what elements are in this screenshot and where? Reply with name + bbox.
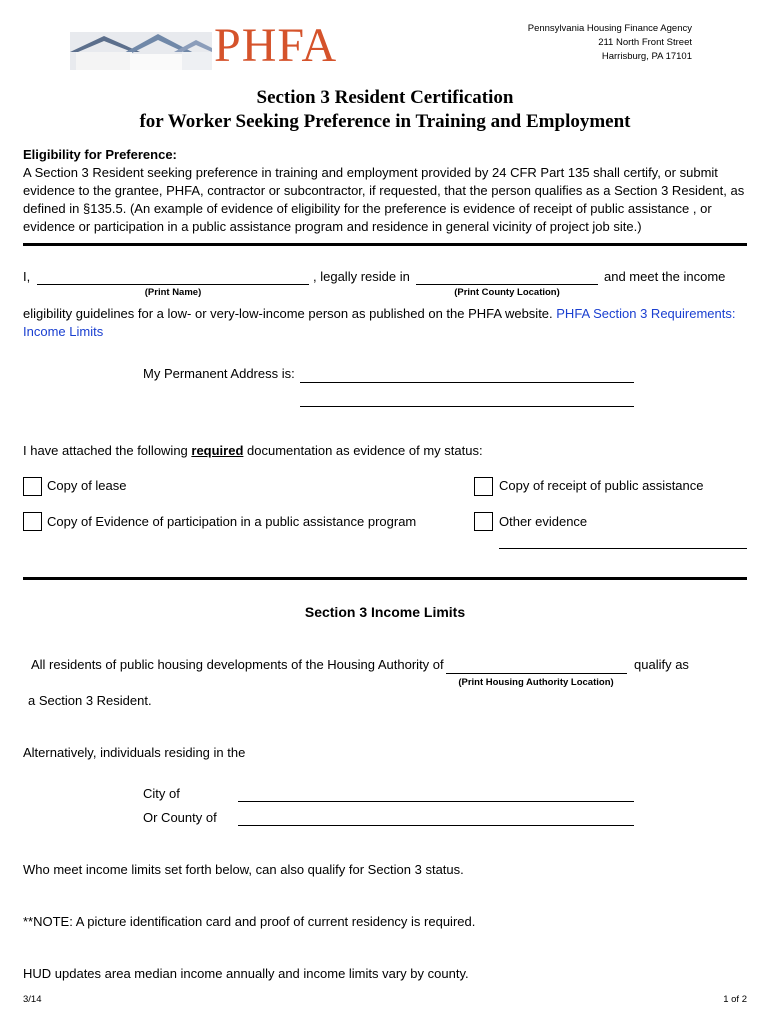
- guidelines-sentence: eligibility guidelines for a low- or very-low-income person as published on the PHFA website.: [23, 306, 557, 321]
- eligibility-body: A Section 3 Resident seeking preference in training and employment provided by 24 CFR Part 135 shall certify, or submit evidence to the grantee, PHFA, contractor or subcontractor, if requested, that the person qualifies as a Section 3 Resident, as defined in §135.5. (An example of evidence of eligibility for the preference is evidence of receipt of public assistance , or evidence or participation in a public assistance program and residence in general vicinity of project job site.): [23, 165, 745, 234]
- title-line-1: Section 3 Resident Certification: [256, 87, 514, 108]
- documentation-intro: [23, 442, 483, 460]
- county-label: Or County of: [143, 810, 217, 825]
- income-label: and meet the income: [604, 269, 726, 284]
- alternatively-text: Alternatively, individuals residing in the: [23, 745, 246, 760]
- documentation-intro-start: I have attached the following: [23, 443, 192, 458]
- meet-limits-text: Who meet income limits set forth below, can also qualify for Section 3 status.: [23, 862, 464, 877]
- documentation-intro-end: documentation as evidence of my status:: [243, 443, 483, 458]
- copy-of-lease-checkbox[interactable]: [23, 477, 42, 496]
- required-emphasis: required: [191, 443, 244, 458]
- resident-text: a Section 3 Resident.: [28, 693, 152, 708]
- logo-text: PHFA: [214, 19, 338, 72]
- other-evidence-checkbox[interactable]: [474, 512, 493, 531]
- print-name-field[interactable]: [37, 284, 309, 285]
- agency-street: 211 North Front Street: [598, 37, 692, 48]
- county-field[interactable]: [238, 825, 634, 826]
- other-evidence-label: Other evidence: [499, 514, 588, 529]
- income-limits-link[interactable]: PHFA Section 3 Requirements: Income Limits: [23, 306, 736, 339]
- city-field[interactable]: [238, 801, 634, 802]
- income-limits-heading: Section 3 Income Limits: [304, 604, 466, 620]
- phfa-logo: [70, 19, 381, 72]
- copy-of-lease-label: Copy of lease: [47, 478, 127, 493]
- eligibility-section: [23, 146, 747, 236]
- residents-text: All residents of public housing developments of the Housing Authority of: [31, 657, 444, 672]
- print-name-caption: (Print Name): [144, 287, 202, 298]
- address-label: My Permanent Address is:: [143, 366, 295, 381]
- county-location-caption: (Print County Location): [454, 287, 560, 298]
- participation-evidence-label: Copy of Evidence of participation in a public assistance program: [47, 514, 417, 529]
- public-assistance-receipt-checkbox[interactable]: [474, 477, 493, 496]
- agency-city: Harrisburg, PA 17101: [601, 51, 692, 62]
- section-divider-top: [23, 243, 747, 246]
- participation-evidence-checkbox[interactable]: [23, 512, 42, 531]
- page-title: [0, 86, 770, 134]
- housing-authority-field[interactable]: [446, 673, 627, 674]
- address-line-2-field[interactable]: [300, 406, 634, 407]
- hud-text: HUD updates area median income annually and income limits vary by county.: [23, 966, 469, 981]
- county-location-field[interactable]: [416, 284, 598, 285]
- address-line-1-field[interactable]: [300, 382, 634, 383]
- page-number: 1 of 2: [723, 994, 747, 1005]
- agency-name: Pennsylvania Housing Finance Agency: [527, 23, 692, 34]
- title-line-2: for Worker Seeking Preference in Training and Employment: [139, 111, 631, 132]
- section-divider-bottom: [23, 577, 747, 580]
- agency-address: [528, 22, 692, 64]
- qualify-as-label: qualify as: [634, 657, 689, 672]
- note-text: **NOTE: A picture identification card and proof of current residency is required.: [23, 914, 476, 929]
- public-assistance-receipt-label: Copy of receipt of public assistance: [499, 478, 704, 493]
- city-label: City of: [143, 786, 180, 801]
- other-evidence-field[interactable]: [499, 548, 747, 549]
- housing-authority-caption: (Print Housing Authority Location): [458, 677, 614, 688]
- footer-date: 3/14: [23, 994, 42, 1005]
- eligibility-heading: Eligibility for Preference:: [23, 147, 177, 162]
- i-label: I,: [23, 269, 31, 284]
- reside-label: , legally reside in: [313, 269, 410, 284]
- guidelines-text: [23, 305, 747, 341]
